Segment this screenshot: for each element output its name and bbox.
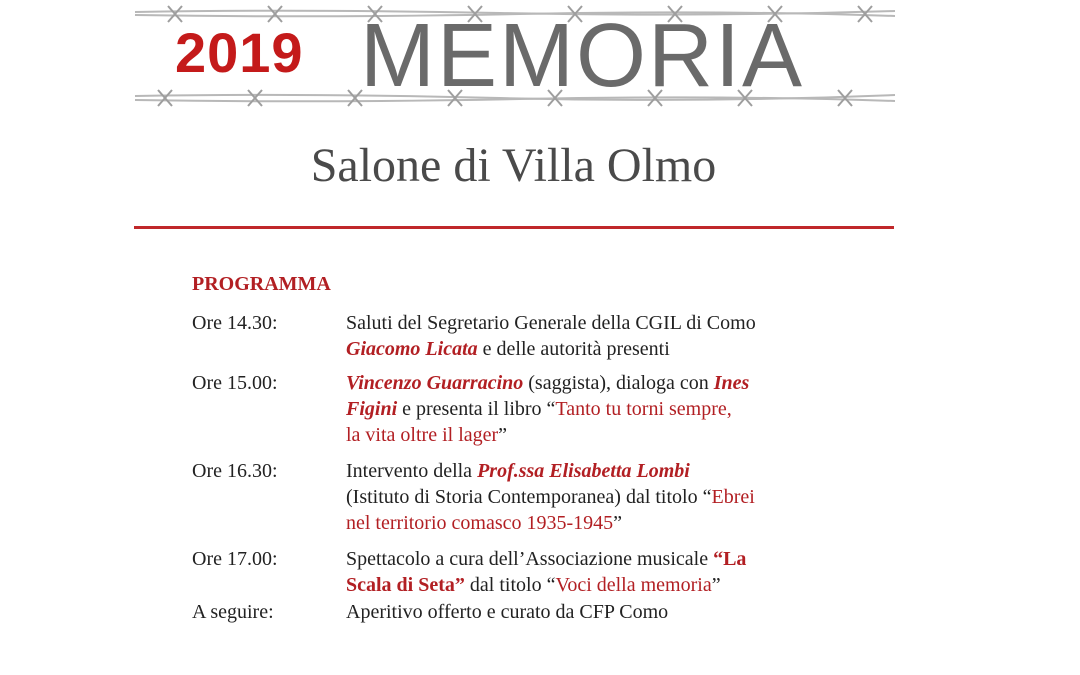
speaker-name: Giacomo Licata xyxy=(346,338,478,360)
entry-text: dal titolo “ xyxy=(464,574,556,596)
speaker-name: Prof.ssa Elisabetta Lombi xyxy=(477,460,690,482)
entry-text: e delle autorità presenti xyxy=(477,338,670,360)
entry-text: Aperitivo offerto e curato da CFP Como xyxy=(346,601,669,623)
year-heading: 2019 xyxy=(175,21,304,84)
entry-text: e presenta il libro “ xyxy=(397,398,556,420)
entry-text: ” xyxy=(498,424,508,446)
ensemble-name: Scala di Seta” xyxy=(346,574,465,596)
entry-text: (saggista), dialoga con xyxy=(523,372,714,394)
entry-description xyxy=(346,310,856,362)
speaker-name: Vincenzo Guarracino xyxy=(346,372,524,394)
entry-time: Ore 15.00: xyxy=(192,372,278,394)
speaker-name: Ines xyxy=(713,372,750,394)
venue-title: Salone di Villa Olmo xyxy=(310,139,717,192)
entry-text: (Istituto di Storia Contemporanea) dal titolo “ xyxy=(346,486,712,508)
entry-text: ” xyxy=(613,512,623,534)
speaker-name: Figini xyxy=(346,398,398,420)
book-title: la vita oltre il lager xyxy=(346,424,499,446)
divider-line xyxy=(134,226,894,229)
programma-heading: PROGRAMMA xyxy=(192,273,331,295)
entry-text: Saluti del Segretario Generale della CGIL di Como xyxy=(346,312,756,334)
talk-title: nel territorio comasco 1935-1945 xyxy=(346,512,614,534)
ensemble-name: “La xyxy=(713,548,747,570)
show-title: Voci della memoria xyxy=(555,574,712,596)
entry-description xyxy=(346,546,856,598)
entry-text: ” xyxy=(711,574,721,596)
memoria-heading: MEMORIA xyxy=(360,6,805,106)
entry-time: A seguire: xyxy=(192,601,274,623)
entry-time: Ore 17.00: xyxy=(192,548,278,570)
entry-time: Ore 16.30: xyxy=(192,460,278,482)
entry-text: Intervento della xyxy=(346,460,478,482)
entry-description xyxy=(346,458,856,536)
entry-time: Ore 14.30: xyxy=(192,312,278,334)
talk-title: Ebrei xyxy=(711,486,755,508)
entry-description xyxy=(346,370,856,448)
book-title: Tanto tu torni sempre, xyxy=(555,398,732,420)
entry-text: Spettacolo a cura dell’Associazione musicale xyxy=(346,548,714,570)
entry-description xyxy=(346,599,856,625)
